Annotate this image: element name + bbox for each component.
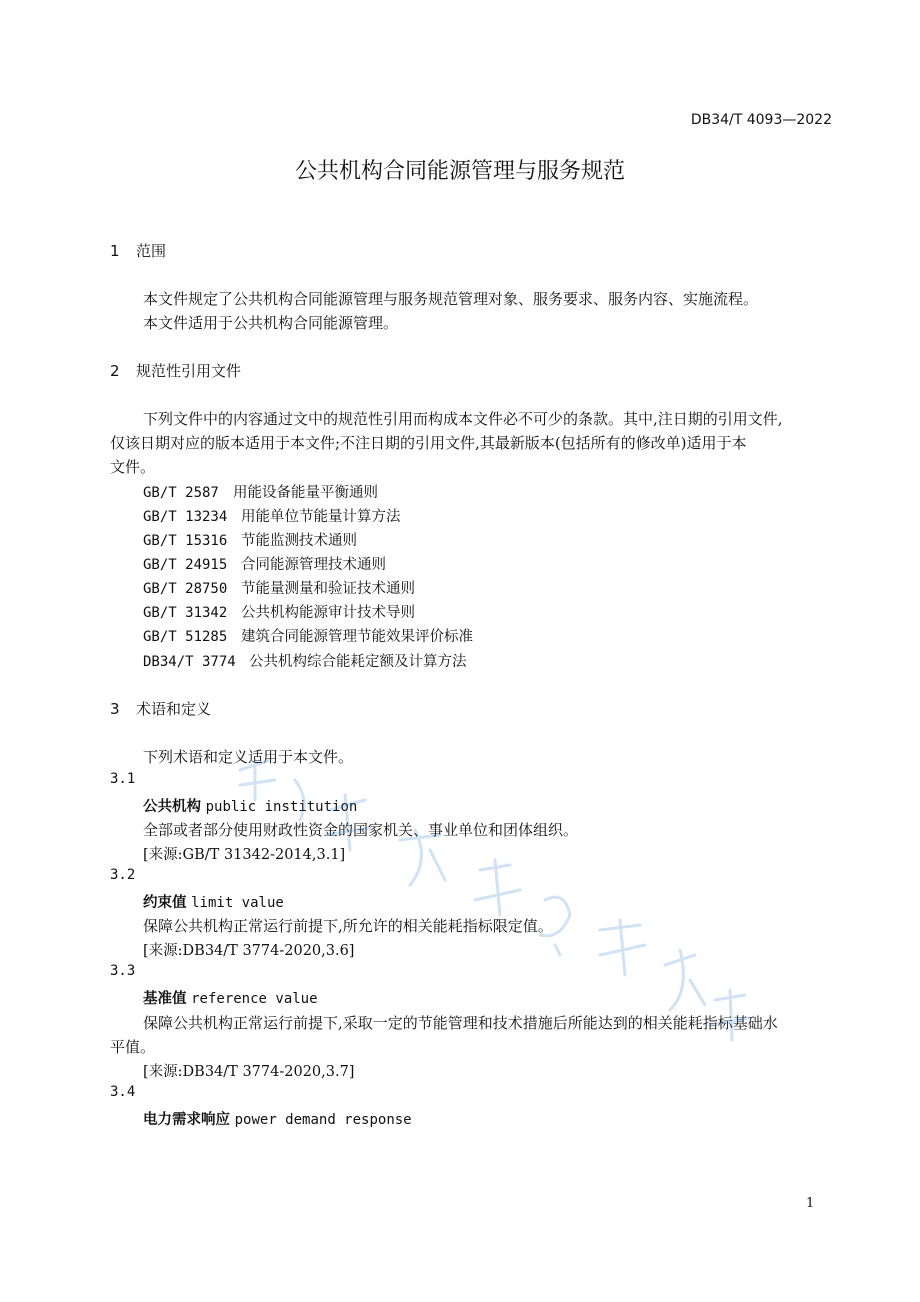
term-source: [来源:DB34/T 3774-2020,3.6] (143, 943, 355, 959)
term-source: [来源:DB34/T 3774-2020,3.7] (143, 1064, 355, 1080)
scope-paragraph-2: 本文件适用于公共机构合同能源管理。 (143, 314, 399, 332)
reference-item (143, 529, 357, 550)
term-en: reference value (191, 991, 318, 1007)
scope-paragraph-1: 本文件规定了公共机构合同能源管理与服务规范管理对象、服务要求、服务内容、实施流程。 (143, 290, 759, 308)
reference-title: 合同能源管理技术通则 (241, 557, 386, 573)
doc-number: DB34/T 4093—2022 (690, 112, 832, 128)
term-zh: 基准值 (143, 991, 187, 1007)
term-number: 3.2 (110, 867, 136, 883)
reference-title: 建筑合同能源管理节能效果评价标准 (241, 629, 473, 645)
term-en: limit value (191, 895, 284, 911)
normative-intro-line-2: 仅该日期对应的版本适用于本文件;不注日期的引用文件,其最新版本(包括所有的修改单)适用于本 (110, 434, 747, 452)
reference-title: 公共机构能源审计技术导则 (241, 605, 415, 621)
term-zh: 约束值 (143, 895, 187, 911)
reference-title: 用能设备能量平衡通则 (233, 485, 378, 501)
section-heading-1 (110, 240, 166, 261)
reference-code: GB/T 24915 (143, 557, 228, 573)
reference-item (143, 577, 415, 598)
term-definition: 保障公共机构正常运行前提下,所允许的相关能耗指标限定值。 (143, 917, 553, 935)
term-definition: 全部或者部分使用财政性资金的国家机关、事业单位和团体组织。 (143, 821, 579, 839)
reference-title: 节能监测技术通则 (241, 533, 357, 549)
reference-item (143, 650, 467, 671)
term-number: 3.1 (110, 771, 136, 787)
term-source: [来源:GB/T 31342-2014,3.1] (143, 847, 346, 863)
section-number: 1 (110, 242, 120, 260)
section-title: 术语和定义 (136, 700, 212, 718)
term-zh: 公共机构 (143, 799, 201, 815)
term-en: public institution (205, 799, 358, 815)
reference-code: GB/T 15316 (143, 533, 228, 549)
normative-intro-line-1: 下列文件中的内容通过文中的规范性引用而构成本文件必不可少的条款。其中,注日期的引用文件, (143, 410, 783, 428)
reference-item (143, 505, 401, 526)
term-number: 3.4 (110, 1084, 136, 1100)
page-number: 1 (806, 1196, 815, 1211)
watermark (200, 740, 760, 1080)
section-heading-2 (110, 360, 241, 381)
reference-item (143, 625, 473, 646)
reference-code: GB/T 31342 (143, 605, 228, 621)
reference-item (143, 481, 378, 502)
term-en: power demand response (234, 1112, 412, 1128)
reference-code: GB/T 28750 (143, 581, 228, 597)
page-title: 公共机构合同能源管理与服务规范 (294, 159, 625, 184)
section-number: 3 (110, 700, 120, 718)
term-zh: 电力需求响应 (143, 1112, 230, 1128)
section-heading-3 (110, 698, 211, 719)
reference-title: 节能量测量和验证技术通则 (241, 581, 415, 597)
reference-item (143, 553, 386, 574)
section-title: 规范性引用文件 (136, 362, 242, 380)
normative-intro-line-3: 文件。 (110, 458, 156, 476)
term-definition-line-2: 平值。 (110, 1038, 156, 1056)
terms-intro: 下列术语和定义适用于本文件。 (143, 748, 354, 766)
section-number: 2 (110, 362, 120, 380)
reference-title: 公共机构综合能耗定额及计算方法 (249, 654, 467, 670)
reference-code: DB34/T 3774 (143, 654, 236, 670)
reference-title: 用能单位节能量计算方法 (241, 509, 401, 525)
reference-code: GB/T 2587 (143, 485, 219, 501)
term-number: 3.3 (110, 963, 136, 979)
reference-code: GB/T 13234 (143, 509, 228, 525)
term-definition-line-1: 保障公共机构正常运行前提下,采取一定的节能管理和技术措施后所能达到的相关能耗指标基础水 (143, 1014, 778, 1032)
reference-code: GB/T 51285 (143, 629, 228, 645)
section-title: 范围 (136, 242, 167, 260)
term-name (143, 1108, 412, 1129)
reference-item (143, 601, 415, 622)
